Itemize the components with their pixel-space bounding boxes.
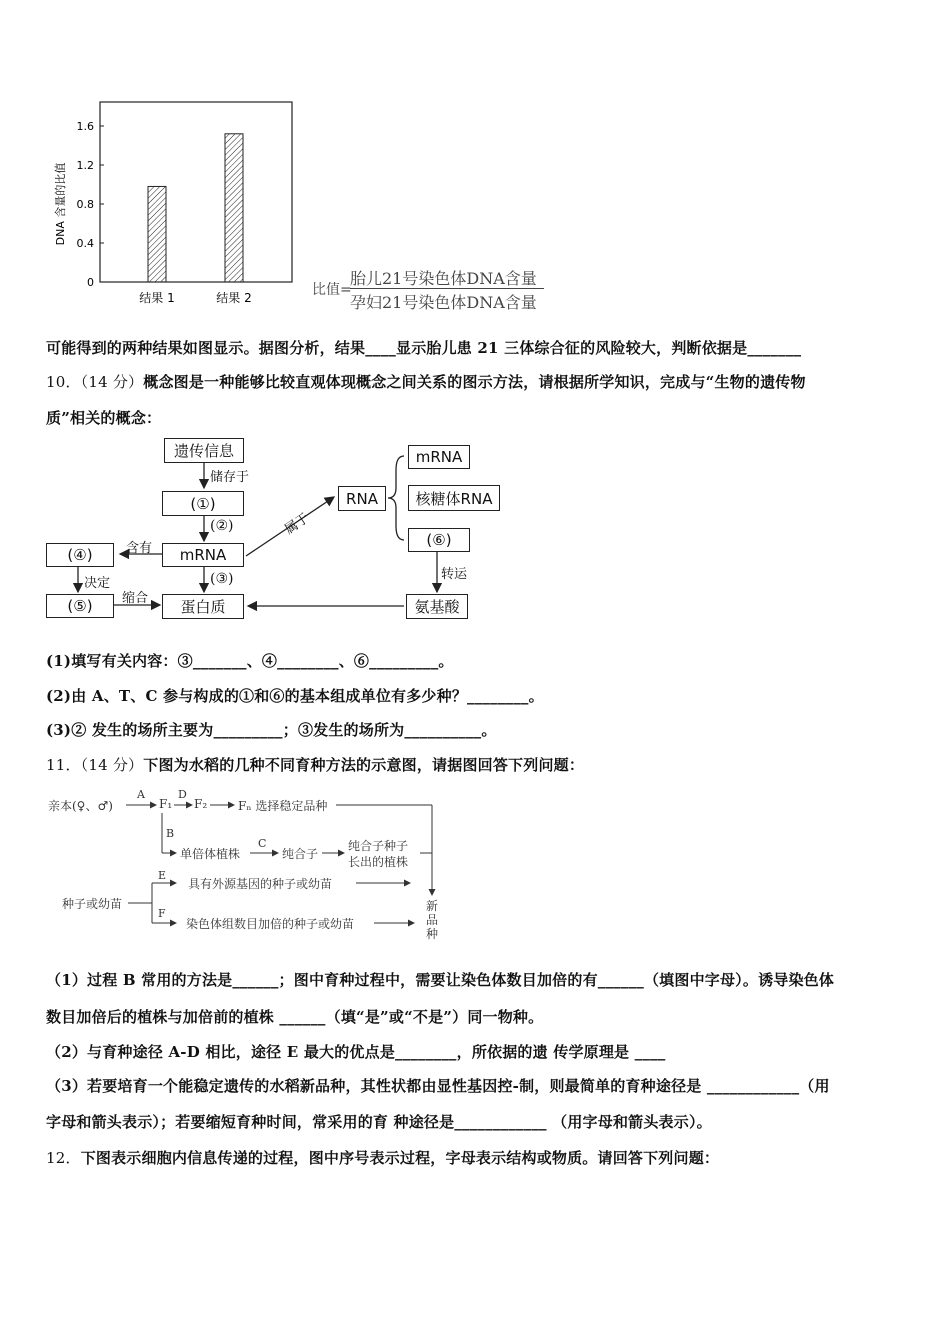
node-rrna: 核糖体RNA: [408, 485, 500, 511]
seed-label: 种子或幼苗: [62, 897, 123, 911]
q10-line1: [46, 371, 806, 392]
q11-number: 11．（14 分）: [46, 756, 144, 774]
label-condense: 缩合: [122, 591, 149, 606]
dna-ratio-chart: [50, 98, 300, 313]
fn-label: Fₙ 选择稳定品种: [238, 799, 328, 813]
concept-map: [0, 430, 950, 630]
label-transport: 转运: [441, 567, 468, 582]
node-c6: (⑥): [408, 528, 470, 552]
step-f: F: [158, 907, 166, 920]
q11-text1: 下图为水稻的几种不同育种方法的示意图，请据图回答下列问题：: [143, 756, 585, 774]
label-c3: (③): [210, 571, 234, 587]
formula-prefix: 比值=: [312, 282, 352, 298]
chart-ylabel: DNA 含量的比值: [54, 162, 67, 246]
q11-line1: [46, 754, 584, 775]
q10-number: 10．（14 分）: [46, 373, 144, 391]
node-mrna2: mRNA: [408, 445, 470, 469]
new-variety-3: 种: [426, 927, 439, 941]
node-genetic-info: 遗传信息: [164, 438, 244, 463]
f1-label: F₁: [159, 797, 173, 811]
q11-sub1-line1: （1）过程 B 常用的方法是______；图中育种过程中，需要让染色体数目加倍的有______（填图中字母）。诱导染色体: [46, 971, 835, 989]
label-c2: (②): [210, 518, 234, 534]
q12-line: [46, 1147, 719, 1168]
y-tick-label: 0: [87, 276, 94, 289]
breeding-diagram: [0, 785, 950, 945]
bar-1: [148, 186, 166, 282]
y-tick-label: 0.8: [76, 198, 94, 211]
q11-sub3-line1: （3）若要培育一个能稳定遗传的水稻新品种，其性状都由显性基因控-制，则最简单的育种途径是 ____________（用: [46, 1077, 830, 1095]
node-protein: 蛋白质: [162, 594, 244, 619]
node-amino: 氨基酸: [406, 594, 468, 619]
q10-sub2: (2)由 A、T、C 参与构成的①和⑥的基本组成单位有多少种？________。: [46, 687, 544, 705]
q10-sub1: (1)填写有关内容：③_______、④________、⑥_________。: [46, 652, 454, 670]
chart-frame: [100, 102, 292, 282]
doubled-label: 染色体组数目加倍的种子或幼苗: [186, 917, 355, 931]
parent-label: 亲本(♀、♂): [48, 799, 113, 813]
node-rna: RNA: [338, 486, 386, 511]
step-b: B: [166, 827, 175, 840]
q10-sub3: (3)② 发生的场所主要为_________；③发生的场所为__________。: [46, 721, 497, 739]
x-tick-label: 结果 1: [139, 291, 175, 305]
formula-denominator: 孕妇21号染色体DNA含量: [350, 293, 537, 312]
step-c: C: [258, 837, 267, 850]
y-tick-label: 1.6: [76, 120, 94, 133]
step-e: E: [158, 869, 167, 882]
q10-line2: 质”相关的概念：: [46, 409, 162, 427]
new-variety-2: 品: [426, 913, 439, 927]
q12-number: 12．: [46, 1149, 81, 1167]
breeding-arrows: [0, 785, 950, 945]
bar-2: [225, 134, 243, 282]
homo-seed-2: 长出的植株: [348, 855, 409, 869]
q12-text: 下图表示细胞内信息传递的过程，图中序号表示过程，字母表示结构或物质。请回答下列问题：: [80, 1149, 720, 1167]
x-tick-label: 结果 2: [216, 291, 252, 305]
label-store: 储存于: [210, 470, 250, 485]
y-tick-label: 1.2: [76, 159, 94, 172]
node-c4: (④): [46, 543, 114, 567]
homo-seed-1: 纯合子种子: [348, 839, 409, 853]
formula-numerator: 胎儿21号染色体DNA含量: [350, 269, 537, 288]
formula-bar: [350, 288, 544, 289]
haploid-label: 单倍体植株: [180, 847, 241, 861]
label-contain: 含有: [126, 541, 153, 556]
f2-label: F₂: [194, 797, 208, 811]
label-decide: 决定: [84, 576, 111, 591]
label-belong: 属于: [282, 510, 313, 538]
step-a: A: [137, 788, 145, 801]
q11-sub1-line2: 数目加倍后的植株与加倍前的植株 ______（填“是”或“不是”）同一物种。: [46, 1008, 544, 1026]
q10-text1: 概念图是一种能够比较直观体现概念之间关系的图示方法，请根据所学知识，完成与“生物的遗传物: [143, 373, 806, 391]
step-d: D: [178, 788, 187, 801]
y-tick-label: 0.4: [76, 237, 94, 250]
q11-sub3-line2: 字母和箭头表示）；若要缩短育种时间，常采用的育 种途径是____________ （用字母和箭头表示）。: [46, 1113, 712, 1131]
new-variety-1: 新: [426, 899, 439, 913]
q9-text: 可能得到的两种结果如图显示。据图分析，结果____显示胎儿患 21 三体综合征的风险较大，判断依据是_______: [46, 339, 802, 357]
node-mrna: mRNA: [162, 543, 244, 567]
homo-label: 纯合子: [282, 847, 319, 861]
q11-sub2: （2）与育种途径 A-D 相比，途径 E 最大的优点是________，所依据的遗 传学原理是 ____: [46, 1043, 666, 1061]
node-c5: (⑤): [46, 594, 114, 618]
node-c1: (①): [162, 491, 244, 516]
foreign-label: 具有外源基因的种子或幼苗: [188, 877, 333, 891]
